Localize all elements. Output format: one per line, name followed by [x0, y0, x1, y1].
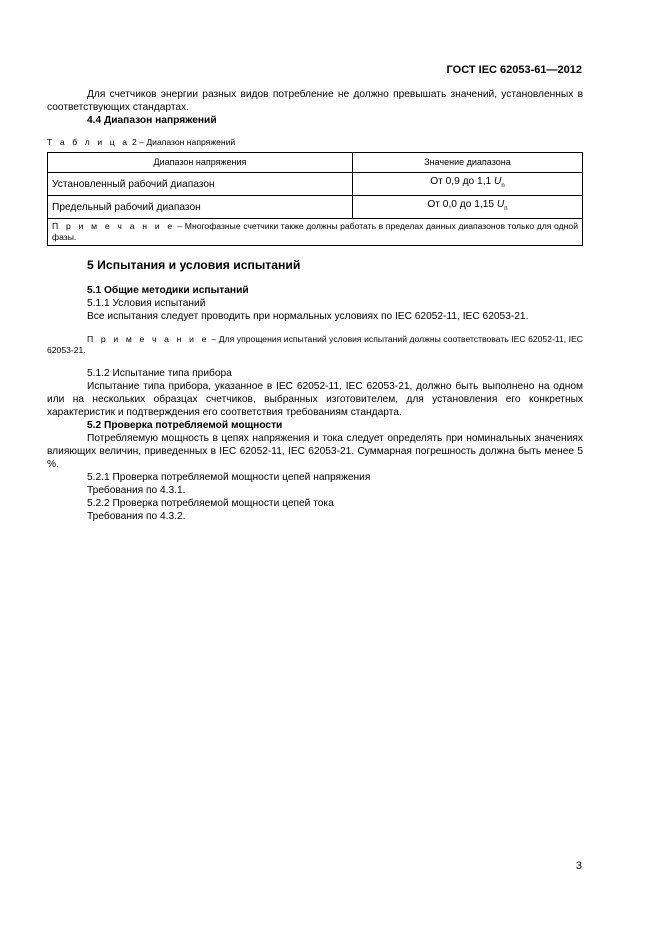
table-header-row: [48, 153, 583, 173]
heading-4-4: 4.4 Диапазон напряжений: [87, 115, 217, 126]
req-5-2-1: Требования по 4.3.1.: [87, 485, 186, 497]
para-5-2: Потребляемую мощность в цепях напряжения и тока следует определять при номинальных значениях влияющих величин, приведенных в IEC 62052-11, IEC 62053-21. Суммарная погрешность должна быть менее 5 %.: [47, 433, 583, 471]
para-5-1-1: Все испытания следует проводить при нормальных условиях по IEC 62052-11, IEC 62053-21.: [87, 311, 529, 323]
note-5-1-1: П р и м е ч а н и е – Для упрощения испытаний условия испытаний должны соответствовать IEC 62052-11, IEC 62053-21.: [47, 334, 583, 356]
para-5-1-2: Испытание типа прибора, указанное в IEC 62052-11, IEC 62053-21, должно быть выполнено на одном или на нескольких образцах счетчиков, выбранных изготовителем, для установления его конкретных характеристик и подтверждения его соответствия требованиям стандарта.: [47, 381, 583, 419]
row-range: Предельный рабочий диапазон: [48, 196, 353, 219]
table-caption-prefix: Т а б л и ц а: [47, 137, 130, 147]
standard-header: ГОСТ IEC 62053-61—2012: [446, 64, 582, 76]
heading-5-1-1: 5.1.1 Условия испытаний: [87, 298, 206, 310]
voltage-range-table: [47, 152, 583, 246]
table-note-row: [48, 219, 583, 246]
req-5-2-2: Требования по 4.3.2.: [87, 511, 186, 523]
heading-5-1: 5.1 Общие методики испытаний: [87, 285, 249, 297]
col-header-range: Диапазон напряжения: [48, 153, 353, 173]
intro-paragraph: Для счетчиков энергии разных видов потребление не должно превышать значений, установленных в соответствующих стандартах.: [47, 89, 583, 113]
table-caption-text: 2 – Диапазон напряжений: [131, 137, 236, 147]
page-content: [47, 88, 583, 523]
table-note: П р и м е ч а н и е – Многофазные счетчики также должны работать в пределах данных диапазонов только для одной фазы.: [48, 219, 583, 246]
row-range: Установленный рабочий диапазон: [48, 173, 353, 196]
heading-5-1-2: 5.1.2 Испытание типа прибора: [87, 368, 232, 380]
row-value: От 0,0 до 1,15 $U_n$: [352, 196, 582, 219]
page-number: 3: [575, 860, 582, 872]
row-value: От 0,9 до 1,1 $U_n$: [352, 173, 582, 196]
heading-5-2-1: 5.2.1 Проверка потребляемой мощности цепей напряжения: [87, 472, 371, 484]
table-row: [48, 173, 583, 196]
table-row: [48, 196, 583, 219]
heading-5-2: 5.2 Проверка потребляемой мощности: [87, 420, 283, 432]
table-caption: [47, 137, 583, 148]
heading-5: 5 Испытания и условия испытаний: [87, 258, 301, 273]
heading-5-2-2: 5.2.2 Проверка потребляемой мощности цепей тока: [87, 498, 334, 510]
col-header-value: Значение диапазона: [352, 153, 582, 173]
